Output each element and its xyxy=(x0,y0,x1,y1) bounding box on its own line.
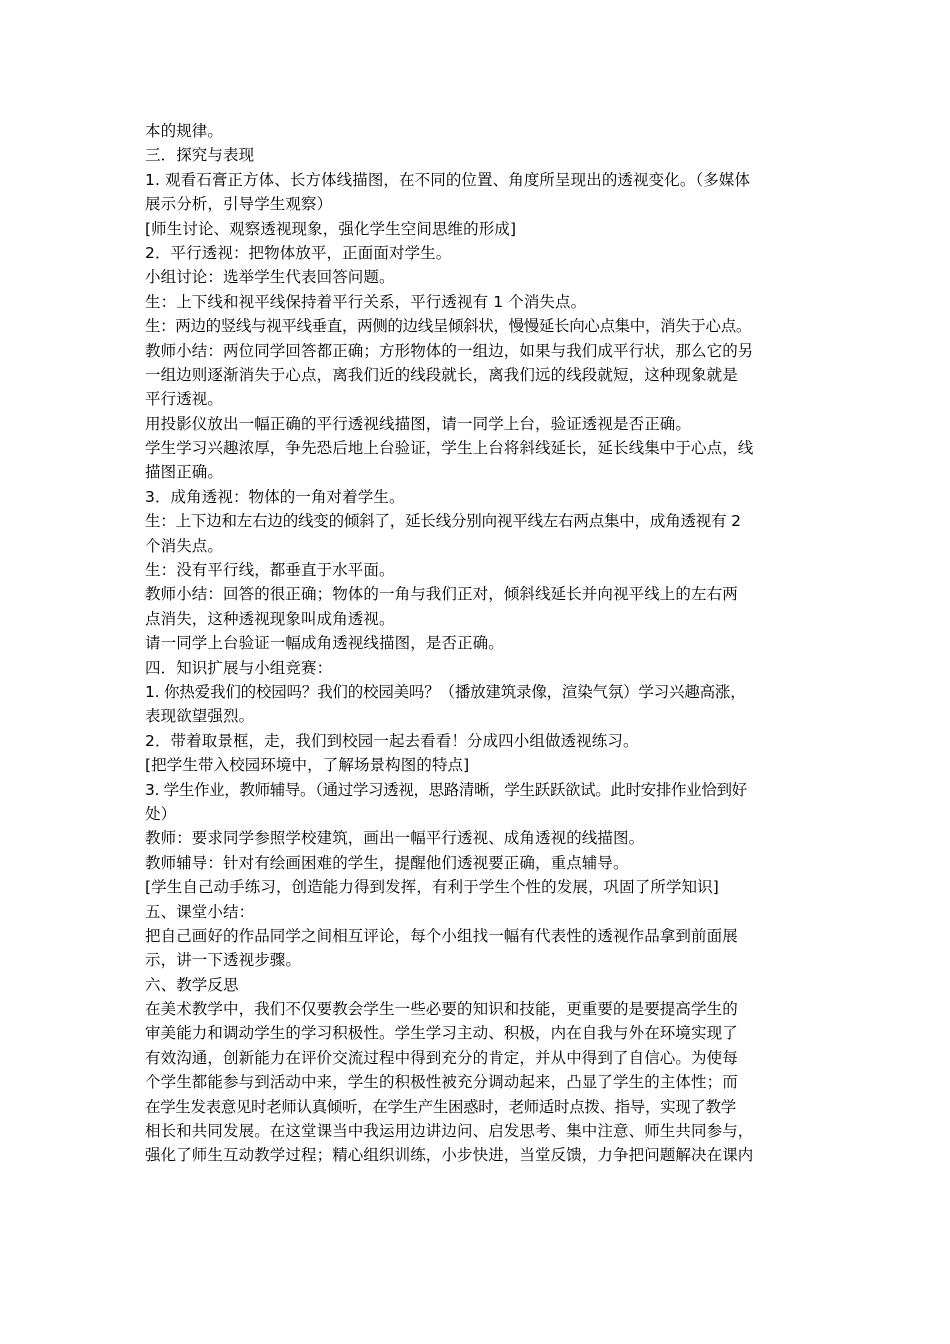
text-line: 描图正确。 xyxy=(145,463,224,482)
text-line: [师生讨论、观察透视现象，强化学生空间思维的形成] xyxy=(145,219,517,238)
text-line: 表现欲望强烈。 xyxy=(145,707,255,726)
text-line: 小组讨论：选举学生代表回答问题。 xyxy=(145,268,395,287)
text-line: 个学生都能参与到活动中来，学生的积极性被充分调动起来，凸显了学生的主体性；而 xyxy=(145,1073,738,1092)
text-line: 学生学习兴趣浓厚，争先恐后地上台验证，学生上台将斜线延长，延长线集中于心点，线 xyxy=(145,439,754,458)
text-line: 点消失，这种透视现象叫成角透视。 xyxy=(145,609,395,628)
text-line: 用投影仪放出一幅正确的平行透视线描图，请一同学上台，验证透视是否正确。 xyxy=(145,414,692,433)
text-line: 生：上下线和视平线保持着平行关系，平行透视有 1 个消失点。 xyxy=(145,292,587,311)
text-line: 1. 你热爱我们的校园吗？我们的校园美吗？（播放建筑录像，渲染气氛）学习兴趣高涨， xyxy=(145,682,746,701)
text-line: 强化了师生互动教学过程；精心组织训练，小步快进，当堂反馈，力争把问题解决在课内 xyxy=(145,1146,754,1165)
section-heading: 六、教学反思 xyxy=(145,975,239,994)
section-heading: 三．探究与表现 xyxy=(145,146,255,165)
text-line: 教师辅导：针对有绘画困难的学生，提醒他们透视要正确，重点辅导。 xyxy=(145,853,629,872)
text-line: 在学生发表意见时老师认真倾听，在学生产生困惑时，老师适时点拨、指导，实现了教学 xyxy=(145,1097,736,1116)
text-line: [把学生带入校园环境中，了解场景构图的特点] xyxy=(145,756,470,775)
text-line: 把自己画好的作品同学之间相互评论，每个小组找一幅有代表性的透视作品拿到前面展 xyxy=(145,926,738,945)
text-line: 展示分析，引导学生观察） xyxy=(145,195,333,214)
text-line: 1. 观看石膏正方体、长方体线描图，在不同的位置、角度所呈现出的透视变化。（多媒体 xyxy=(145,170,751,189)
section-heading: 五、课堂小结： xyxy=(145,902,255,921)
text-line: 生：上下边和左右边的线变的倾斜了，延长线分别向视平线左右两点集中，成角透视有 2 xyxy=(145,512,741,531)
text-line: 相长和共同发展。在这堂课当中我运用边讲边问、启发思考、集中注意、师生共同参与， xyxy=(145,1122,754,1141)
text-line: 处） xyxy=(145,804,177,823)
text-line: 3．成角透视：物体的一角对着学生。 xyxy=(145,487,405,506)
text-line: 本的规律。 xyxy=(145,122,224,140)
document-page xyxy=(145,119,825,1168)
text-line: [学生自己动手练习，创造能力得到发挥，有利于学生个性的发展，巩固了所学知识] xyxy=(145,878,719,897)
section-heading: 四．知识扩展与小组竞赛： xyxy=(145,658,333,677)
text-line: 个消失点。 xyxy=(145,536,224,555)
text-line: 2．带着取景框，走，我们到校园一起去看看！分成四小组做透视练习。 xyxy=(145,731,639,750)
text-line: 教师小结：两位同学回答都正确；方形物体的一组边，如果与我们成平行状，那么它的另 xyxy=(145,341,754,360)
text-line: 审美能力和调动学生的学习积极性。学生学习主动、积极，内在自我与外在环境实现了 xyxy=(145,1024,738,1043)
text-line: 有效沟通，创新能力在评价交流过程中得到充分的肯定，并从中得到了自信心。为使每 xyxy=(145,1048,738,1067)
text-line: 3. 学生作业，教师辅导。（通过学习透视，思路清晰，学生跃跃欲试。此时安排作业恰到好 xyxy=(145,780,747,799)
text-line: 2．平行透视：把物体放平，正面面对学生。 xyxy=(145,243,452,262)
text-line: 教师小结：回答的很正确；物体的一角与我们正对，倾斜线延长并向视平线上的左右两 xyxy=(145,585,738,604)
text-line: 生：两边的竖线与视平线垂直，两侧的边线呈倾斜状，慢慢延长向心点集中，消失于心点。 xyxy=(145,317,752,336)
text-line: 在美术教学中，我们不仅要教会学生一些必要的知识和技能，更重要的是要提高学生的 xyxy=(145,1000,738,1019)
text-line: 教师：要求同学参照学校建筑，画出一幅平行透视、成角透视的线描图。 xyxy=(145,829,645,848)
text-line: 平行透视。 xyxy=(145,390,224,409)
text-line: 一组边则逐渐消失于心点，离我们近的线段就长，离我们远的线段就短，这种现象就是 xyxy=(145,365,738,384)
text-line: 示，讲一下透视步骤。 xyxy=(145,951,302,970)
text-line: 生：没有平行线，都垂直于水平面。 xyxy=(145,561,395,580)
text-line: 请一同学上台验证一幅成角透视线描图，是否正确。 xyxy=(145,634,504,653)
